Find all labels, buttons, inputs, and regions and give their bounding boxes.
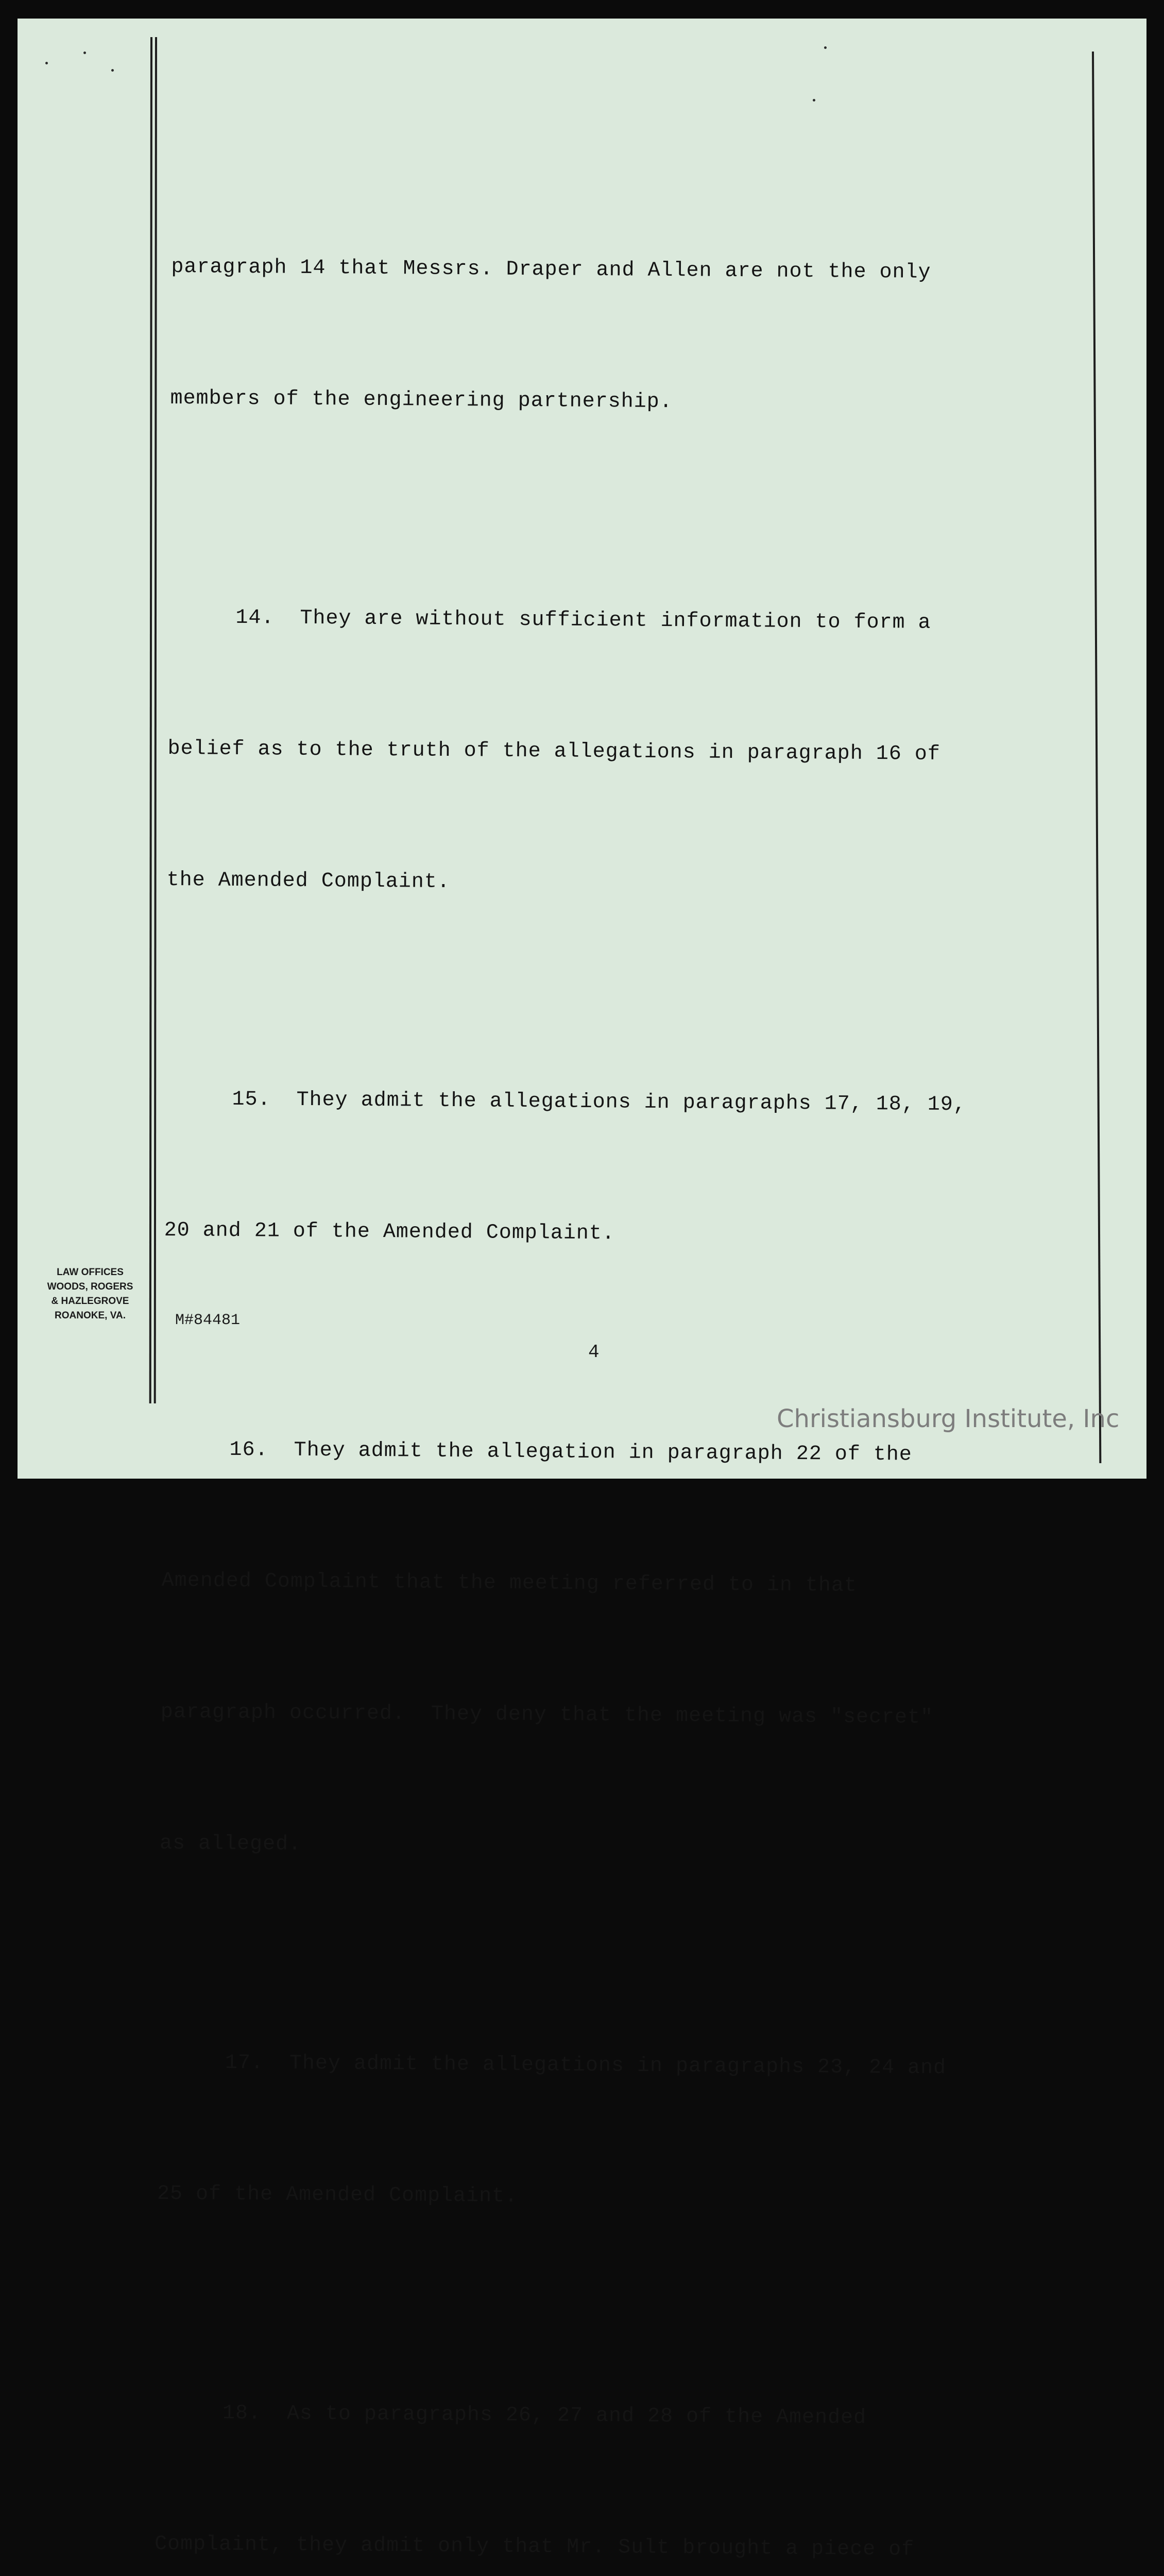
text-line: paragraph 14 that Messrs. Draper and Allen are not the only — [171, 255, 931, 284]
paragraph-14 — [166, 508, 1055, 996]
text-line: Complaint, they admit only that Mr. Sult brought a piece of — [154, 2532, 915, 2562]
paragraph-continuation — [169, 158, 1058, 515]
text-line: 25 of the Amended Complaint. — [157, 2182, 518, 2209]
paragraph-15 — [163, 990, 1052, 1347]
scan-speck — [45, 62, 48, 64]
page-number: 4 — [588, 1342, 600, 1363]
text-line: 14. They are without sufficient information to form a — [235, 606, 931, 635]
letterhead-line: WOODS, ROGERS — [47, 1281, 133, 1292]
margin-rule-left-inner — [154, 37, 157, 1403]
letterhead-line: ROANOKE, VA. — [55, 1310, 126, 1321]
margin-rule-right — [1092, 52, 1101, 1463]
scan-speck — [83, 52, 86, 54]
archive-watermark: Christiansburg Institute, Inc — [777, 1404, 1120, 1433]
text-line: 18. As to paragraphs 26, 27 and 28 of the Amended — [222, 2401, 867, 2430]
text-line: paragraph occurred. They deny that the meeting was "secret" — [160, 1700, 934, 1730]
answer-body — [142, 158, 1058, 2576]
law-office-letterhead — [41, 1265, 139, 1323]
scan-speck — [111, 69, 114, 72]
text-line: 20 and 21 of the Amended Complaint. — [164, 1218, 615, 1246]
paragraph-18 — [150, 2303, 1042, 2576]
text-line: the Amended Complaint. — [166, 868, 450, 894]
text-line: members of the engineering partnership. — [170, 386, 673, 414]
letterhead-line: & HAZLEGROVE — [51, 1296, 129, 1307]
text-line: 16. They admit the allegation in paragraph 22 of the — [229, 1438, 912, 1467]
document-page — [18, 19, 1146, 2562]
scan-speck — [824, 46, 827, 49]
letterhead-line: LAW OFFICES — [57, 1267, 124, 1278]
text-line: 17. They admit the allegations in paragraphs 23, 24 and — [225, 2051, 947, 2080]
text-line: as alleged. — [159, 1832, 302, 1856]
text-line: 15. They admit the allegations in paragraphs 17, 18, 19, — [232, 1088, 966, 1117]
scan-speck — [813, 99, 815, 101]
text-line: belief as to the truth of the allegations in paragraph 16 of — [167, 737, 940, 766]
text-line: Amended Complaint that the meeting referred to in that — [161, 1569, 858, 1598]
margin-rule-left — [149, 37, 152, 1403]
file-number: M#84481 — [175, 1312, 241, 1329]
paragraph-17 — [156, 1953, 1045, 2310]
